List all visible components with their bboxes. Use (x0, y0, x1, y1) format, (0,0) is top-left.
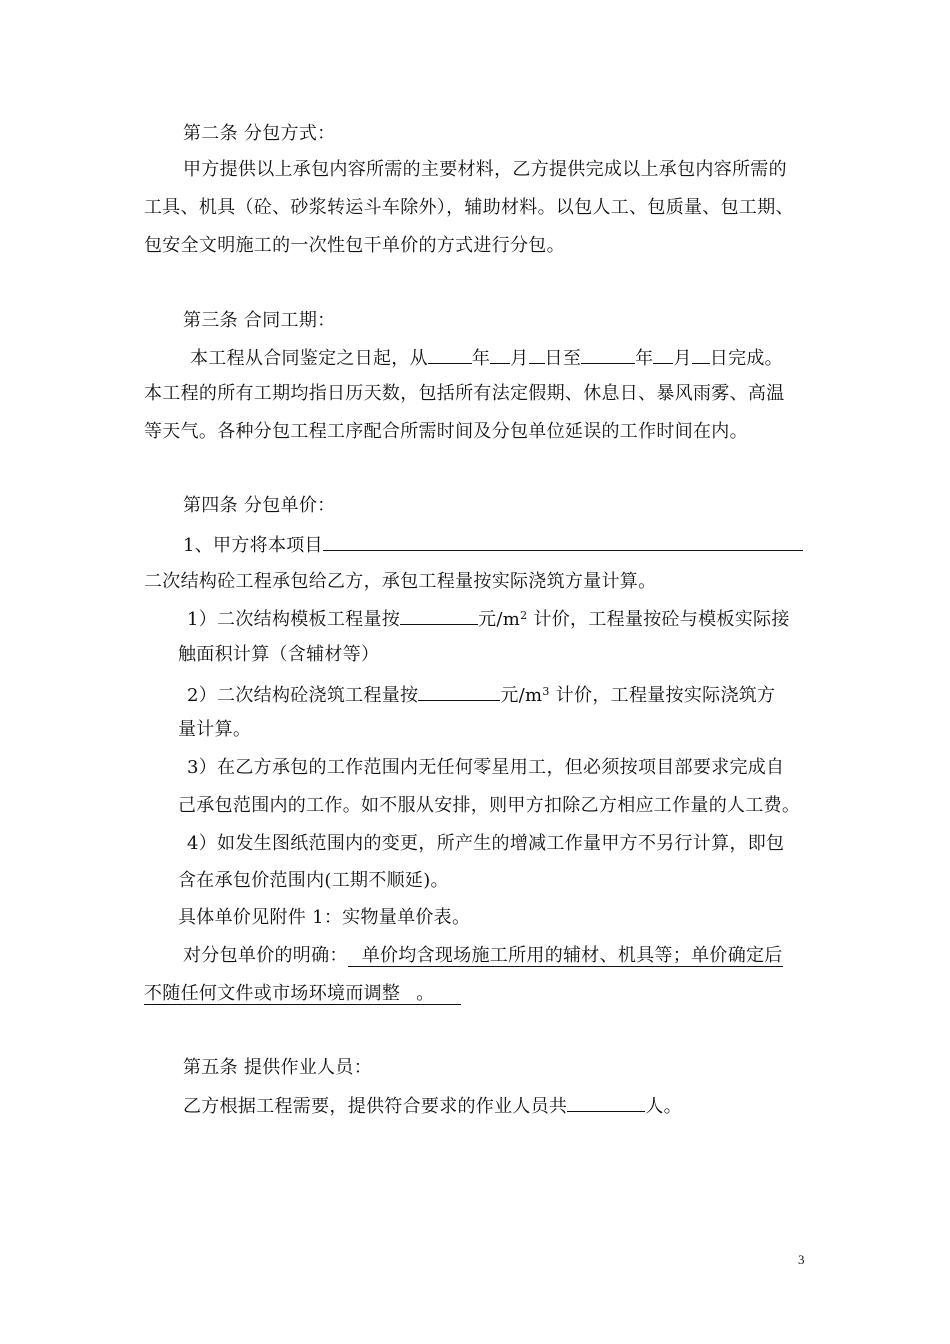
item-3-line-1: 3）在乙方承包的工作范围内无任何零星用工，但必须按项目部要求完成自 (187, 757, 785, 778)
start-month-blank[interactable] (490, 345, 510, 364)
item-1-text: 1、甲方将本项目 (183, 535, 323, 556)
formwork-price-line (187, 606, 790, 632)
start-day-blank[interactable] (529, 345, 545, 364)
formwork-price-line-2: 触面积计算（含辅材等） (178, 644, 380, 665)
article-3-text-line-2: 本工程的所有工期均指日历天数，包括所有法定假期、休息日、暴风雨雾、高温 (144, 383, 785, 404)
item-3-line-2: 己承包范围内的工作。如不服从安排，则甲方扣除乙方相应工作量的人工费。 (178, 795, 801, 816)
clarification-text-1: 单价均含现场施工所用的辅材、机具等；单价确定后 (348, 945, 783, 967)
formwork-price-text: 1）二次结构模板工程量按 (187, 609, 401, 630)
workers-unit: 人。 (645, 1096, 682, 1117)
start-year-label: 年 (471, 348, 491, 369)
end-day-label: 日完成。 (709, 348, 783, 369)
article-2-text-line-1: 甲方提供以上承包内容所需的主要材料，乙方提供完成以上承包内容所需的 (183, 159, 787, 180)
article-3-title: 第三条 合同工期： (183, 310, 336, 331)
concrete-price-text: 2）二次结构砼浇筑工程量按 (187, 685, 419, 706)
formwork-unit: 元/m (478, 609, 521, 630)
article-4-title: 第四条 分包单价： (183, 495, 336, 516)
project-name-blank[interactable] (323, 532, 803, 551)
item-4-line-1: 4）如发生图纸范围内的变更，所产生的增减工作量甲方不另行计算，即包 (187, 833, 785, 854)
concrete-price-line (187, 682, 775, 708)
worker-count-blank[interactable] (567, 1093, 645, 1112)
article-2-title: 第二条 分包方式： (183, 123, 336, 144)
clarification-label: 对分包单价的明确： (183, 945, 348, 966)
price-clarification-line-2 (144, 982, 461, 1006)
concrete-price-text-b: 计价，工程量按实际浇筑方 (549, 685, 776, 706)
formwork-price-text-b: 计价，工程量按砼与模板实际接 (527, 609, 790, 630)
article-2-text-line-3: 包安全文明施工的一次性包干单价的方式进行分包。 (144, 235, 565, 256)
end-month-blank[interactable] (653, 345, 673, 364)
article-4-item-1-continued: 二次结构砼工程承包给乙方，承包工程量按实际浇筑方量计算。 (144, 571, 657, 592)
end-day-blank[interactable] (692, 345, 710, 364)
end-year-blank[interactable] (581, 345, 635, 364)
clarification-end: 。 (416, 983, 435, 1004)
article-2-text-line-2: 工具、机具（砼、砂浆转运斗车除外），辅助材料。以包人工、包质量、包工期、 (144, 197, 794, 218)
article-5-title: 第五条 提供作业人员： (183, 1057, 373, 1078)
article-3-text-line-3: 等天气。各种分包工程工序配合所需时间及分包单位延误的工作时间在内。 (144, 421, 748, 442)
start-month-label: 月 (510, 348, 529, 369)
period-intro: 本工程从合同鉴定之日起，从 (190, 348, 428, 369)
end-month-label: 月 (673, 348, 692, 369)
formwork-unit-exponent: 2 (520, 609, 528, 622)
article-4-item-1 (183, 532, 803, 558)
concrete-unit-exponent: 3 (542, 685, 550, 698)
start-day-label: 日至 (544, 348, 582, 369)
concrete-unit: 元/m (500, 685, 543, 706)
annex-note: 具体单价见附件 1：实物量单价表。 (178, 907, 471, 928)
article-5-text (183, 1093, 682, 1119)
page-number: 3 (798, 1252, 805, 1267)
formwork-price-blank[interactable] (400, 606, 478, 625)
start-year-blank[interactable] (428, 345, 472, 364)
workers-text: 乙方根据工程需要，提供符合要求的作业人员共 (183, 1096, 568, 1117)
price-clarification-line-1 (183, 944, 783, 968)
clarification-text-2-content: 不随任何文件或市场环境而调整 (144, 983, 401, 1004)
clarification-text-2 (144, 983, 461, 1005)
item-4-line-2: 含在承包价范围内(工期不顺延)。 (178, 870, 449, 891)
end-year-label: 年 (635, 348, 654, 369)
concrete-price-line-2: 量计算。 (178, 719, 252, 740)
concrete-price-blank[interactable] (418, 682, 500, 701)
article-3-text-line-1 (190, 345, 783, 371)
